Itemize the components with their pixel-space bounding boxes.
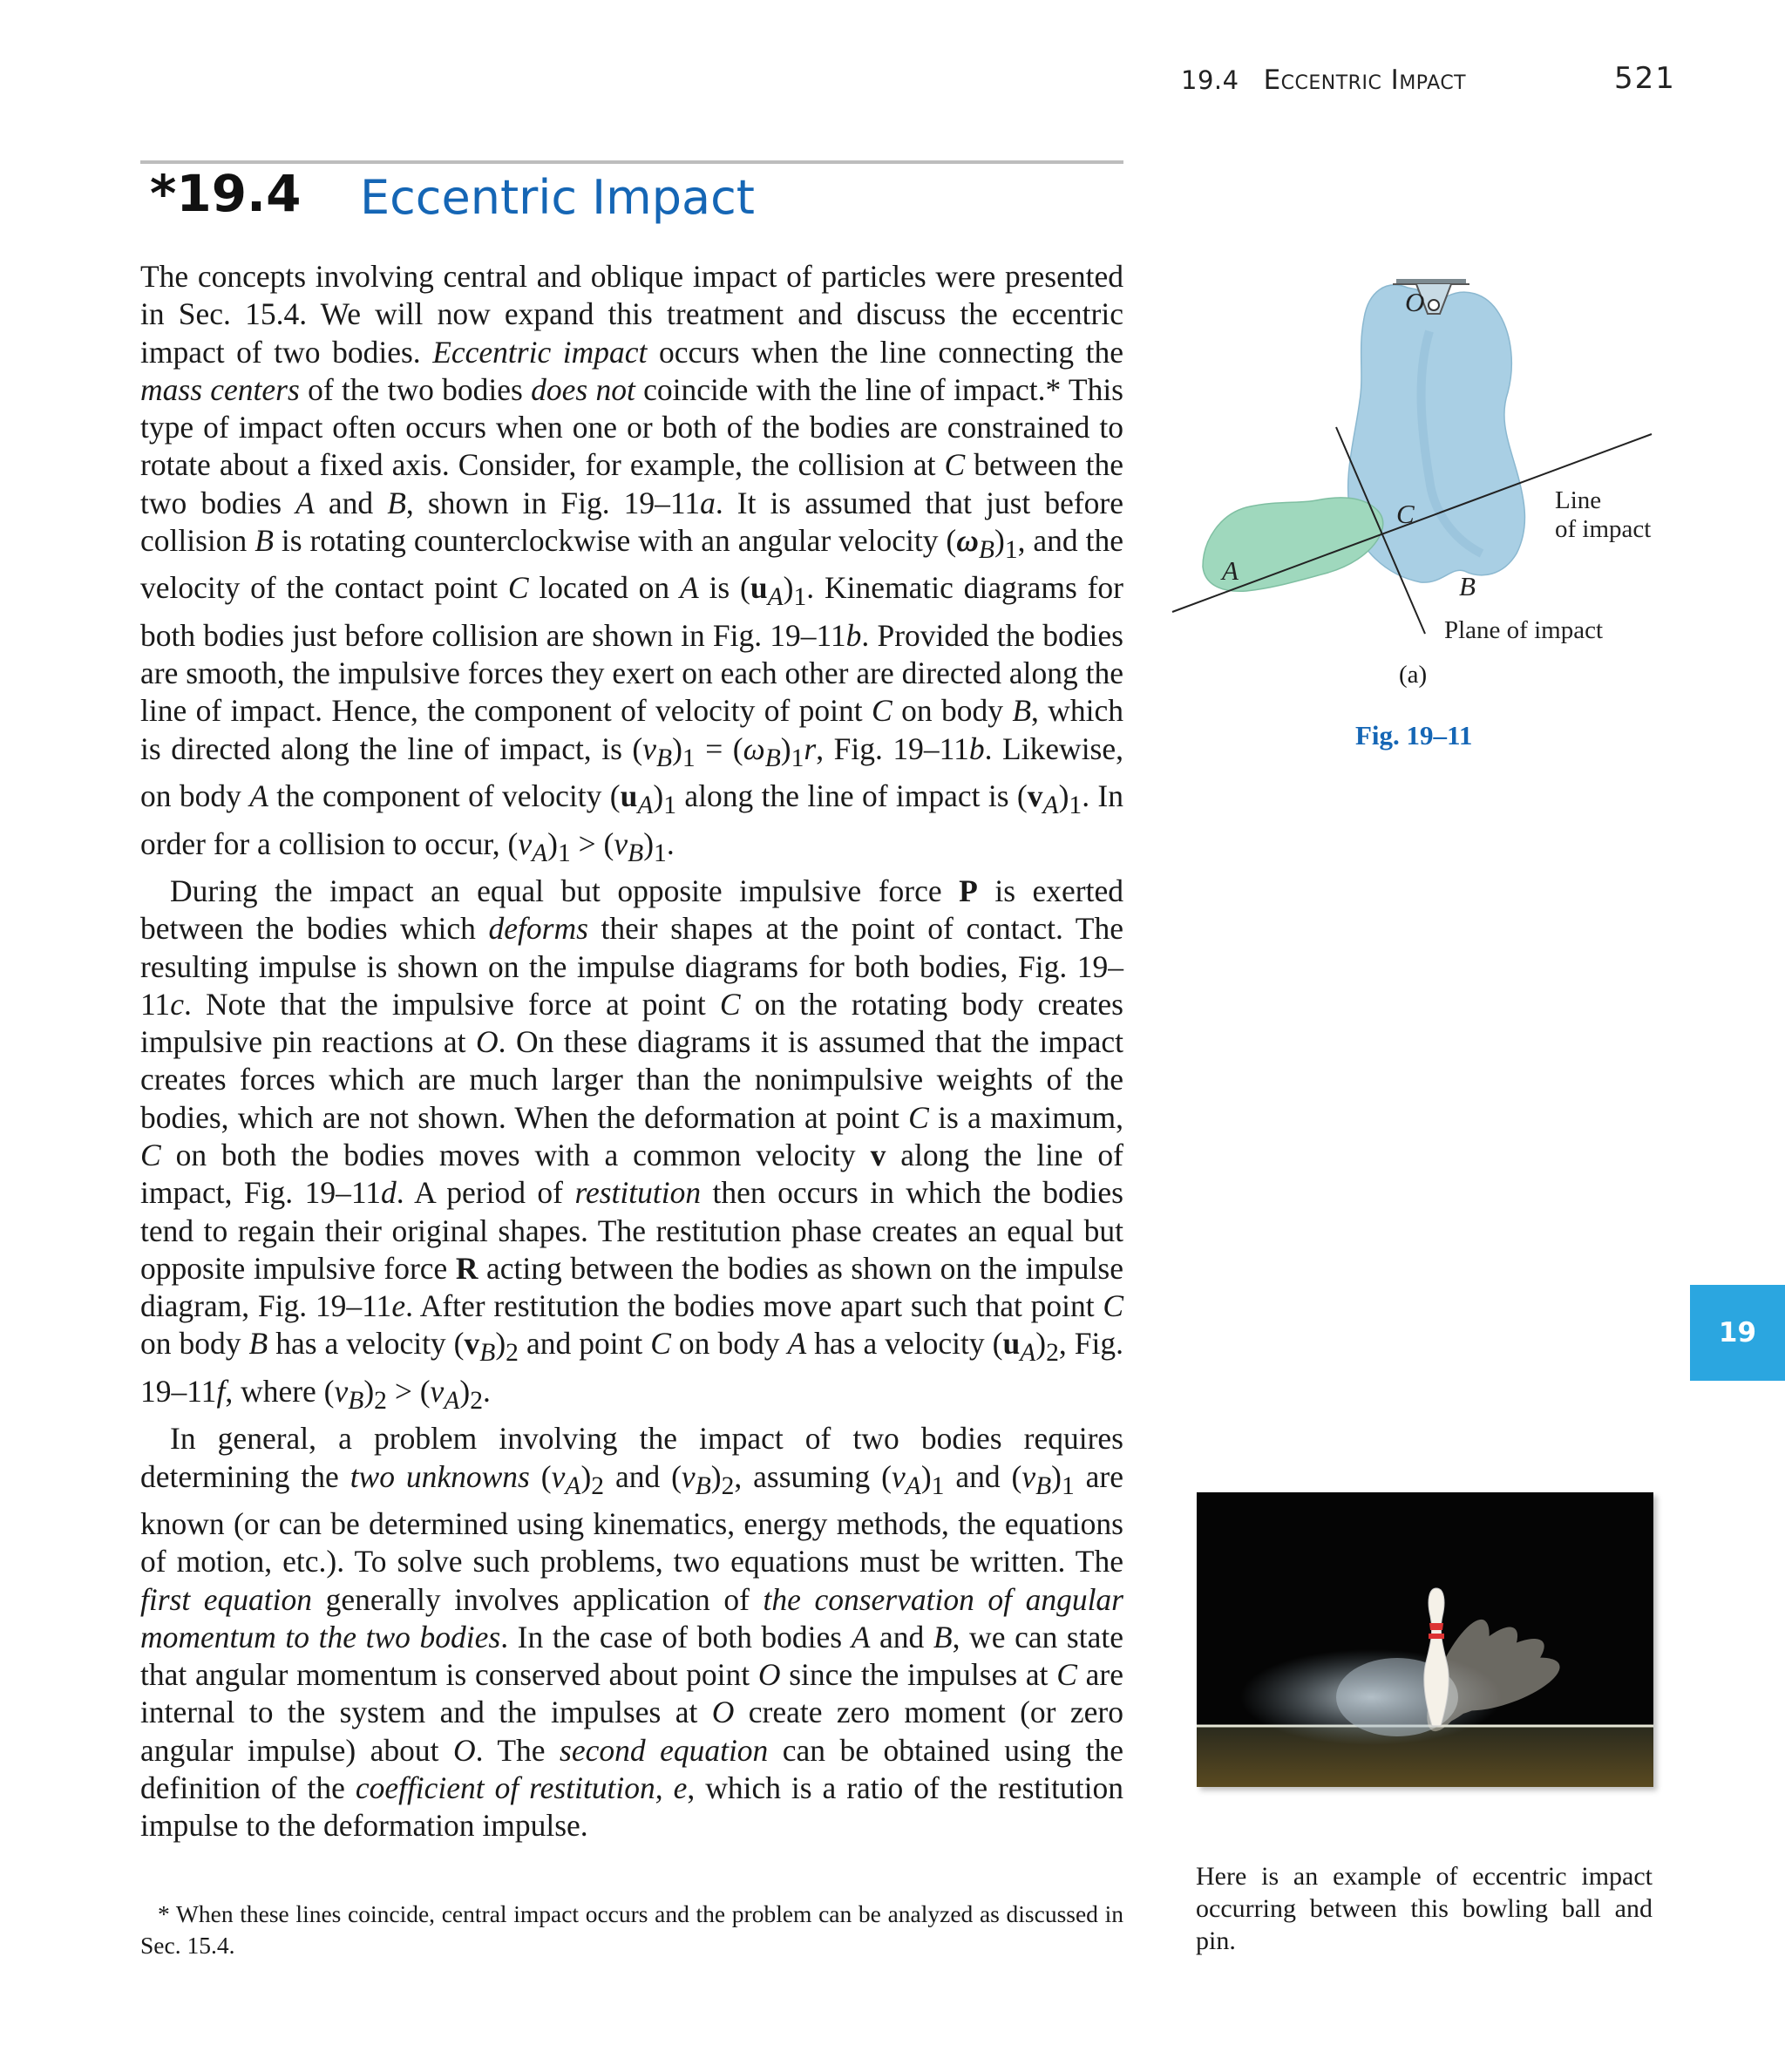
text-run: > ( bbox=[570, 825, 614, 861]
text-run: can be obtained using the definition of the bbox=[140, 1732, 1123, 1806]
text-run: v bbox=[1027, 778, 1043, 814]
text-run: and bbox=[314, 485, 388, 520]
text-run: B bbox=[255, 523, 274, 559]
text-run: 1 bbox=[791, 744, 804, 772]
text-run: . Provided the bodies are smooth, the impulsive forces they exert on each other are directed along the line of impact. Hence, the component of velocity of point bbox=[140, 617, 1123, 729]
text-run: A bbox=[767, 583, 784, 612]
text-run: . Note that the impulsive force at point bbox=[183, 986, 720, 1022]
text-run: , Fig. 19–11 bbox=[140, 1326, 1124, 1409]
text-run: . A period of bbox=[396, 1175, 575, 1211]
text-run: u bbox=[750, 570, 768, 606]
paragraph bbox=[140, 873, 1123, 1420]
text-run: and bbox=[870, 1619, 933, 1654]
text-run: is rotating counterclockwise with an angular velocity ( bbox=[273, 523, 957, 559]
text-run: . bbox=[483, 1373, 491, 1409]
text-run: between the two bodies bbox=[140, 447, 1123, 520]
text-run: B bbox=[695, 1471, 711, 1500]
text-run: , and the velocity of the contact point bbox=[140, 523, 1124, 606]
photo-caption: Here is an example of eccentric impact occurring between this bowling ball and pin. bbox=[1196, 1862, 1653, 1955]
label-o: O bbox=[1405, 287, 1425, 317]
text-run: ) bbox=[459, 1373, 471, 1409]
text-run: C bbox=[140, 1138, 161, 1172]
text-run: . The bbox=[475, 1732, 560, 1768]
text-run: ( bbox=[529, 1458, 552, 1494]
text-run: , we can state that angular momentum is conserved about point bbox=[140, 1619, 1123, 1693]
text-run: and point bbox=[518, 1326, 651, 1362]
text-run: the component of velocity ( bbox=[268, 778, 621, 814]
text-run: C bbox=[1103, 1288, 1123, 1324]
text-run: B bbox=[656, 744, 673, 772]
text-run: 1 bbox=[557, 839, 571, 867]
text-run: v bbox=[334, 1373, 349, 1409]
text-run: 1 bbox=[663, 791, 677, 820]
text-run: v bbox=[642, 730, 657, 766]
text-run: 2 bbox=[721, 1471, 735, 1500]
text-run: A bbox=[565, 1471, 581, 1500]
text-run: v bbox=[870, 1138, 886, 1172]
text-run: B bbox=[1035, 1471, 1052, 1500]
text-run: ) bbox=[1035, 1326, 1047, 1362]
text-run: P bbox=[959, 873, 978, 908]
header-section-number: 19.4 bbox=[1181, 65, 1239, 95]
label-a: A bbox=[1222, 555, 1239, 586]
text-run: ) bbox=[710, 1458, 722, 1494]
text-run: ) bbox=[547, 825, 558, 861]
text-run: , Fig. 19–11 bbox=[816, 730, 969, 766]
label-line-of-impact-2: of impact bbox=[1555, 515, 1652, 543]
text-run: on the rotating body creates impulsive pin reactions at bbox=[140, 986, 1123, 1060]
text-run: C bbox=[872, 693, 892, 729]
text-run: first equation bbox=[140, 1581, 313, 1617]
text-run: A bbox=[905, 1471, 921, 1500]
text-run: 1 bbox=[682, 744, 696, 772]
running-header bbox=[1181, 65, 1466, 96]
text-run: A bbox=[532, 839, 548, 867]
text-run: on body bbox=[140, 1326, 249, 1362]
text-run: ) bbox=[780, 730, 791, 766]
text-run: O bbox=[711, 1695, 735, 1730]
text-run: ) bbox=[994, 523, 1005, 559]
label-c: C bbox=[1396, 499, 1415, 529]
text-run: B bbox=[479, 1339, 496, 1368]
label-b: B bbox=[1459, 571, 1476, 601]
text-run: is exerted between the bodies which bbox=[140, 873, 1123, 947]
text-run: . Kinematic diagrams for both bodies just before collision are shown in Fig. 19–11 bbox=[140, 570, 1123, 653]
text-run: two unknowns bbox=[350, 1458, 530, 1494]
text-run: u bbox=[620, 778, 638, 814]
text-run: ) bbox=[783, 570, 794, 606]
text-run: 2 bbox=[374, 1386, 387, 1415]
text-run: and ( bbox=[944, 1458, 1022, 1494]
text-run: on both the bodies moves with a common velocity bbox=[160, 1138, 871, 1172]
text-run: has a velocity ( bbox=[806, 1326, 1003, 1362]
text-run: located on bbox=[528, 570, 680, 606]
label-line-of-impact-1: Line bbox=[1555, 486, 1602, 514]
text-run: , assuming ( bbox=[734, 1458, 892, 1494]
text-run: B bbox=[387, 485, 406, 520]
text-run: ω bbox=[956, 523, 979, 559]
text-run: v bbox=[430, 1373, 445, 1409]
figure-caption: Fig. 19–11 bbox=[1355, 720, 1473, 751]
text-run: A bbox=[680, 570, 699, 606]
text-run: ) bbox=[653, 778, 664, 814]
text-run: d bbox=[381, 1175, 397, 1211]
figure-19-11a bbox=[1168, 253, 1691, 706]
text-run: acting between the bodies as shown on the impulse diagram, Fig. 19–11 bbox=[140, 1250, 1123, 1324]
text-run: A bbox=[444, 1386, 460, 1415]
text-run: b bbox=[845, 617, 862, 653]
text-run: , which is directed along the line of impact, is ( bbox=[140, 693, 1123, 766]
text-run: has a velocity ( bbox=[268, 1326, 465, 1362]
text-run: is a maximum, bbox=[928, 1099, 1123, 1135]
text-run: A bbox=[851, 1619, 871, 1654]
text-run: ) bbox=[672, 730, 682, 766]
text-run: . In order for a collision to occur, ( bbox=[140, 778, 1123, 861]
text-run: since the impulses at bbox=[780, 1657, 1057, 1693]
text-run: c bbox=[170, 986, 184, 1022]
text-run: ) bbox=[920, 1458, 932, 1494]
text-run: f bbox=[216, 1373, 226, 1409]
text-run: 2 bbox=[506, 1339, 519, 1368]
text-run: O bbox=[476, 1024, 499, 1060]
text-run: then occurs in which the bodies tend to regain their original shapes. The restitution phase creates an equal but opposite impulsive force bbox=[140, 1175, 1123, 1286]
text-run: ) bbox=[1051, 1458, 1062, 1494]
text-run: . bbox=[666, 825, 675, 861]
text-run: . Likewise, on body bbox=[140, 730, 1123, 814]
text-run: In general, a problem involving the impact of two bodies requires determining the bbox=[140, 1421, 1123, 1494]
text-run: mass centers bbox=[140, 371, 300, 407]
text-run: v bbox=[891, 1458, 906, 1494]
text-run: The concepts involving central and oblique impact of particles were presented in Sec. 15.4. We will now expand this treatment and discuss the eccentric impact of two bodies. bbox=[140, 259, 1123, 370]
text-run: deforms bbox=[488, 911, 588, 947]
paragraph bbox=[140, 258, 1123, 873]
text-run: 1 bbox=[931, 1471, 945, 1500]
text-run: B bbox=[628, 839, 644, 867]
text-run: ) bbox=[495, 1326, 506, 1362]
text-run: B bbox=[764, 744, 781, 772]
text-run: C bbox=[908, 1099, 929, 1135]
bowling-photo-image bbox=[1197, 1492, 1653, 1787]
text-run: u bbox=[1002, 1326, 1021, 1362]
pin-stripe-2 bbox=[1429, 1634, 1444, 1639]
text-run: C bbox=[1056, 1657, 1077, 1693]
text-run: C bbox=[650, 1326, 671, 1362]
header-section-title: Eccentric Impact bbox=[1263, 65, 1467, 96]
text-run: C bbox=[507, 570, 529, 606]
text-run: C bbox=[719, 986, 741, 1022]
body-text bbox=[140, 258, 1123, 1845]
text-run: = ( bbox=[695, 730, 743, 766]
text-run: A bbox=[787, 1326, 807, 1362]
text-run: ) bbox=[363, 1373, 375, 1409]
text-run: along the line of impact is ( bbox=[676, 778, 1028, 814]
text-run: B bbox=[978, 536, 994, 565]
text-run: v bbox=[518, 825, 533, 861]
text-run: create zero moment (or zero angular impulse) about bbox=[140, 1695, 1123, 1768]
text-run: v bbox=[551, 1458, 566, 1494]
text-run: is ( bbox=[698, 570, 750, 606]
text-run: the conservation of angular momentum to the two bodies bbox=[140, 1581, 1123, 1654]
section-title: Eccentric Impact bbox=[360, 170, 755, 225]
text-run: C bbox=[944, 447, 966, 483]
text-run: 1 bbox=[1004, 536, 1018, 565]
text-run: B bbox=[348, 1386, 364, 1415]
text-run: > ( bbox=[386, 1373, 431, 1409]
text-run: 1 bbox=[1069, 791, 1083, 820]
text-run: B bbox=[1012, 693, 1031, 729]
text-run: v bbox=[464, 1326, 480, 1362]
text-run: . It is assumed that just before collision bbox=[140, 485, 1124, 559]
text-run: their shapes at the point of contact. The resulting impulse is shown on the impulse diagrams for both bodies, Fig. 19–11 bbox=[140, 911, 1123, 1022]
text-run: coefficient of restitution, e bbox=[355, 1770, 688, 1806]
text-run: does not bbox=[531, 371, 635, 407]
text-run: B bbox=[933, 1619, 953, 1654]
text-run: , shown in Fig. 19–11 bbox=[405, 485, 701, 520]
pin-icon bbox=[1429, 300, 1439, 310]
pin-stripe bbox=[1429, 1623, 1443, 1630]
text-run: Eccentric impact bbox=[432, 334, 648, 370]
text-run: . After restitution the bodies move apart such that point bbox=[405, 1288, 1103, 1324]
chapter-tab: 19 bbox=[1690, 1285, 1785, 1381]
section-number: *19.4 bbox=[150, 164, 302, 223]
text-run: and ( bbox=[604, 1458, 682, 1494]
text-run: coincide with the line of impact.* This type of impact often occurs when one or both of the bodies are constrained to rotate about a fixed axis. Consider, for example, the collision at bbox=[140, 371, 1123, 483]
paragraph bbox=[140, 1420, 1123, 1844]
text-run: . In the case of both bodies bbox=[500, 1619, 852, 1654]
text-run: of the two bodies bbox=[299, 371, 532, 407]
text-run: along the line of impact, Fig. 19–11 bbox=[140, 1138, 1124, 1211]
text-run: are known (or can be determined using kinematics, energy methods, the equations of motion, etc.). To solve such problems, two equations must be written. The bbox=[140, 1458, 1124, 1579]
text-run: O bbox=[452, 1732, 476, 1768]
text-run: generally involves application of bbox=[312, 1581, 764, 1617]
text-run: B bbox=[248, 1326, 268, 1362]
text-run: are internal to the system and the impulses at bbox=[140, 1657, 1123, 1730]
text-run: ) bbox=[1058, 778, 1069, 814]
text-run: occurs when the line connecting the bbox=[647, 334, 1124, 370]
page-number: 521 bbox=[1614, 61, 1676, 96]
text-run: ) bbox=[580, 1458, 592, 1494]
text-run: A bbox=[1020, 1339, 1036, 1368]
text-run: A bbox=[295, 485, 315, 520]
text-run: During the impact an equal but opposite impulsive force bbox=[170, 873, 960, 908]
text-run: v bbox=[614, 825, 628, 861]
text-run: 1 bbox=[1061, 1471, 1075, 1500]
text-run: . On these diagrams it is assumed that the impact creates forces which are much larger than the nonimpulsive weights of the bodies, which are not shown. When the deformation at point bbox=[140, 1024, 1124, 1135]
text-run: v bbox=[1021, 1458, 1036, 1494]
bowling-photo bbox=[1197, 1492, 1653, 1787]
text-run: b bbox=[968, 730, 985, 766]
text-run: second equation bbox=[560, 1732, 769, 1768]
text-run: on body bbox=[892, 693, 1013, 729]
text-run: , which is a ratio of the restitution impulse to the deformation impulse. bbox=[140, 1770, 1123, 1844]
text-run: 1 bbox=[793, 583, 807, 612]
label-plane-of-impact: Plane of impact bbox=[1444, 616, 1604, 644]
text-run: e bbox=[391, 1288, 406, 1324]
text-run: v bbox=[681, 1458, 696, 1494]
text-run: restitution bbox=[574, 1175, 702, 1211]
text-run: A bbox=[637, 791, 654, 820]
footnote: * When these lines coincide, central impact occurs and the problem can be analyzed as discussed in Sec. 15.4. bbox=[140, 1900, 1123, 1959]
text-run: R bbox=[455, 1250, 478, 1286]
text-run: 2 bbox=[470, 1386, 484, 1415]
text-run: A bbox=[249, 778, 268, 814]
text-run: a bbox=[700, 485, 716, 520]
text-run: ω bbox=[743, 730, 765, 766]
text-run: on body bbox=[670, 1326, 788, 1362]
text-run: O bbox=[757, 1657, 781, 1693]
text-run: ) bbox=[643, 825, 655, 861]
text-run: 2 bbox=[1046, 1339, 1059, 1368]
text-run: 1 bbox=[654, 839, 667, 867]
text-run: A bbox=[1042, 791, 1059, 820]
text-run: , where ( bbox=[225, 1373, 335, 1409]
figure-sub-label: (a) bbox=[1399, 661, 1428, 689]
text-run: 2 bbox=[591, 1471, 605, 1500]
text-run: r bbox=[804, 730, 817, 766]
